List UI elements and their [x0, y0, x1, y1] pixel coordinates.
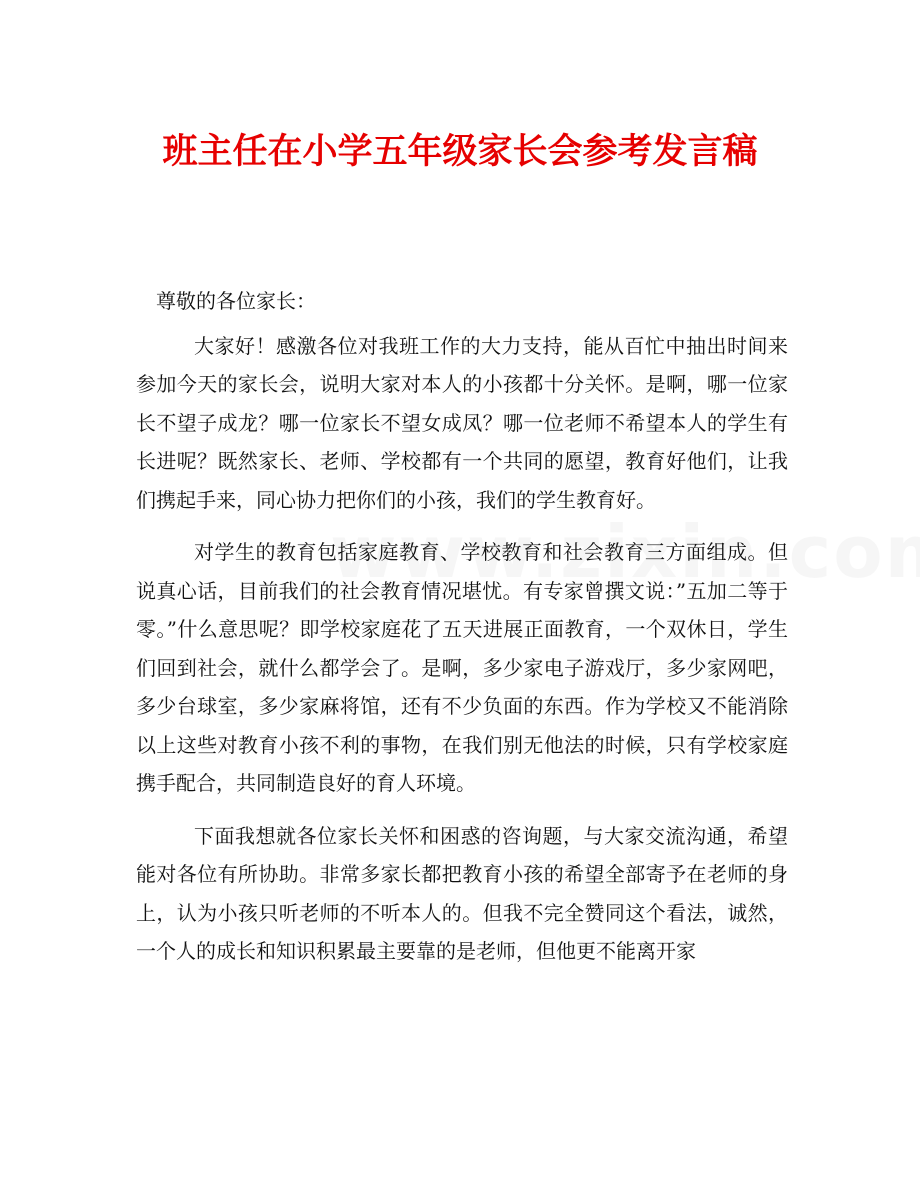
document-body	[136, 282, 788, 971]
paragraph-2: 对学生的教育包括家庭教育、学校教育和社会教育三方面组成。但说真心话，目前我们的社会教育情况堪忧。有专家曾撰文说：”五加二等于零。”什么意思呢？即学校家庭花了五天进展正面教育，一个双休日，学生们回到社会，就什么都学会了。是啊，多少家电子游戏厅，多少家网吧，多少台球室，多少家麻将馆，还有不少负面的东西。作为学校又不能消除以上这些对教育小孩不利的事物，在我们别无他法的时候，只有学校家庭携手配合，共同制造良好的育人环境。	[136, 540, 788, 795]
paragraph-3: 下面我想就各位家长关怀和困惑的咨询题，与大家交流沟通，希望能对各位有所协助。非常多家长都把教育小孩的希望全部寄予在老师的身上，认为小孩只听老师的不听本人的。但我不完全赞同这个看法，诚然，一个人的成长和知识积累最主要靠的是老师，但他更不能离开家	[136, 823, 788, 963]
salutation: 尊敬的各位家长：	[156, 289, 316, 313]
document-title: 班主任在小学五年级家长会参考发言稿	[162, 132, 758, 172]
paragraph-1: 大家好！感激各位对我班工作的大力支持，能从百忙中抽出时间来参加今天的家长会，说明大家对本人的小孩都十分关怀。是啊，哪一位家长不望子成龙？哪一位家长不望女成凤？哪一位老师不希望本人的学生有长进呢？既然家长、老师、学校都有一个共同的愿望，教育好他们，让我们携起手来，同心协力把你们的小孩，我们的学生教育好。	[136, 333, 788, 512]
